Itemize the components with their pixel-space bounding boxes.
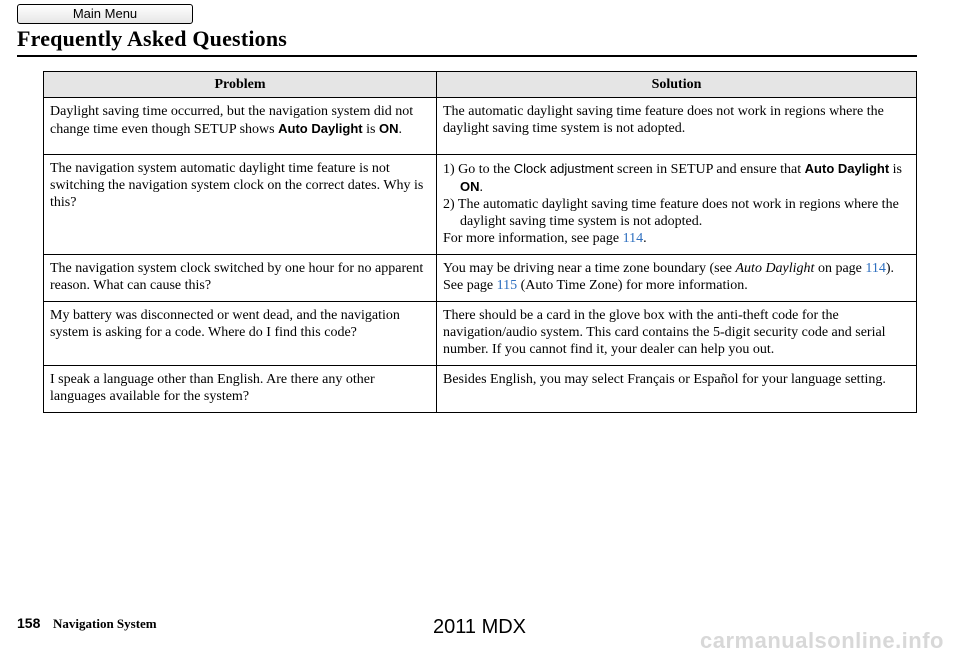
solution-cell: [437, 98, 917, 155]
problem-cell: [44, 98, 437, 155]
problem-text: is: [362, 122, 379, 137]
solution-text: The automatic daylight saving time feature does not work in regions where the daylight saving time system is not adopted.: [443, 104, 884, 136]
problem-cell: [44, 155, 437, 255]
step-number: 2): [443, 197, 455, 212]
solution-cell: [437, 255, 917, 302]
solution-text: The automatic daylight saving time feature does not work in regions where the daylight saving time system is not adopted.: [454, 197, 899, 229]
page-number: 158: [17, 615, 41, 631]
solution-text: .: [479, 180, 483, 195]
problem-text: The navigation system automatic daylight time feature is not switching the navigation system clock on the correct dates. Why is this?: [50, 161, 424, 210]
problem-text: My battery was disconnected or went dead, and the navigation system is asking for a code. Where do I find this code?: [50, 308, 400, 340]
section-label: Navigation System: [53, 616, 157, 631]
step-number: 1): [443, 162, 455, 177]
table-row: [44, 155, 917, 255]
problem-cell: [44, 302, 437, 366]
solution-text: (Auto Time Zone) for more information.: [517, 278, 748, 293]
table-row: [44, 98, 917, 155]
ui-label: Auto Daylight: [804, 161, 890, 176]
page-link[interactable]: 114: [865, 261, 886, 276]
solution-text: For more information, see page: [443, 231, 623, 246]
main-menu-button[interactable]: Main Menu: [17, 4, 193, 24]
problem-cell: [44, 255, 437, 302]
solution-text: on page: [814, 261, 866, 276]
solution-step-2: [443, 196, 910, 230]
table-row: [44, 366, 917, 413]
problem-cell: [44, 366, 437, 413]
title-divider: [17, 55, 917, 57]
solution-text: is: [889, 162, 902, 177]
ui-label: Auto Daylight: [278, 121, 363, 136]
table-header-row: [44, 72, 917, 98]
column-header-problem: Problem: [44, 72, 437, 98]
faq-table: [43, 71, 917, 413]
solution-text: Go to the: [454, 162, 514, 177]
solution-cell: [437, 366, 917, 413]
page-link[interactable]: 115: [496, 278, 518, 293]
solution-text: There should be a card in the glove box with the anti-theft code for the navigation/audio system. This card contains the 5-digit security code and serial number. If you cannot find it, your dealer can help you out.: [443, 308, 886, 357]
problem-text: .: [398, 122, 402, 137]
solution-cell: [437, 155, 917, 255]
solution-text: .: [643, 231, 647, 246]
problem-text: The navigation system clock switched by one hour for no apparent reason. What can cause this?: [50, 261, 424, 293]
solution-text: You may be driving near a time zone boundary (see: [443, 261, 736, 276]
ui-label: ON: [378, 121, 399, 136]
page-link[interactable]: 114: [622, 231, 644, 246]
model-watermark: 2011 MDX: [433, 616, 527, 638]
table-row: [44, 255, 917, 302]
ui-label: ON: [460, 179, 480, 194]
problem-text: Daylight saving time occurred, but the navigation system did not change time even though SETUP shows: [50, 104, 414, 137]
site-watermark: carmanualsonline.info: [700, 628, 944, 653]
cross-reference: Auto Daylight: [735, 261, 815, 276]
solution-text: ). See page: [443, 261, 895, 293]
table-row: [44, 302, 917, 366]
more-info-line: [443, 230, 910, 247]
solution-cell: [437, 302, 917, 366]
solution-step-1: [443, 160, 910, 196]
ui-label: Clock adjustment: [513, 161, 614, 176]
solution-text: screen in SETUP and ensure that: [613, 162, 805, 177]
page-title: Frequently Asked Questions: [17, 26, 288, 51]
problem-text: I speak a language other than English. Are there any other languages available for the system?: [50, 372, 375, 404]
column-header-solution: Solution: [437, 72, 917, 98]
solution-text: Besides English, you may select Français or Español for your language setting.: [443, 372, 886, 387]
